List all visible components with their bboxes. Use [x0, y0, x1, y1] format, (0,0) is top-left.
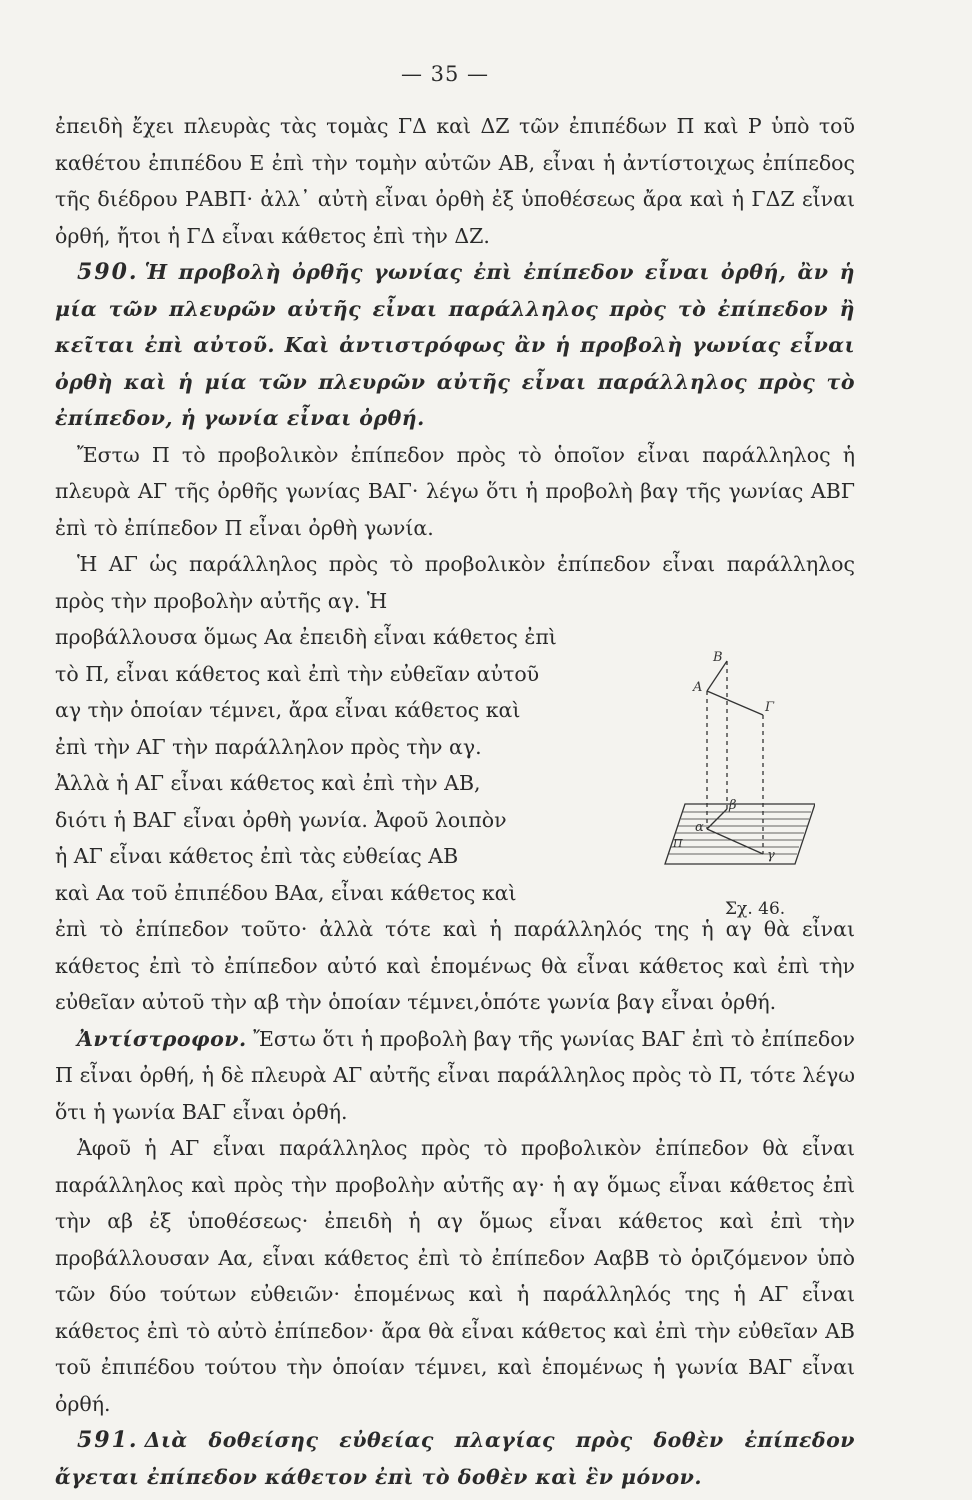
label-b: β: [729, 798, 737, 813]
theorem-591: [55, 1422, 855, 1495]
wrap-line: προβάλλουσα ὅμως Αα ἐπειδὴ εἶναι κάθετος ἐπὶ: [55, 625, 557, 649]
converse-paragraph: [55, 1021, 855, 1131]
label-P: Π: [673, 837, 683, 850]
page-number: — 35 —: [400, 62, 490, 86]
paragraph-4: Ἀφοῦ ἡ ΑΓ εἶναι παράλληλος πρὸς τὸ προβολικὸν ἐπίπεδον θὰ εἶναι παράλληλος καὶ πρὸς τὴν προβολὴν αὐτῆς αγ· ἡ αγ ὅμως εἶναι κάθετος ἐπὶ τὴν αβ ἐξ ὑποθέσεως· ἐπειδὴ ἡ αγ ὅμως εἶναι κάθετος καὶ ἐπὶ τὴν προβάλλουσαν Αα, εἶναι κάθετος ἐπὶ τὸ ἐπίπεδον ΑαβΒ τὸ ὁριζόμενον ὑπὸ τῶν δύο τούτων εὐθειῶν· ἑπομένως καὶ ἡ παράλληλός της ἡ ΑΓ εἶναι κάθετος ἐπὶ τὸ αὐτὸ ἐπίπεδον· ἄρα θὰ εἶναι κάθετος καὶ ἐπὶ τὴν εὐθεῖαν ΑΒ τοῦ ἐπιπέδου τούτου τὴν ὁποίαν τέμνει, καὶ ἑπομένως ἡ γωνία ΒΑΓ εἶναι ὀρθή.: [55, 1136, 855, 1416]
wrap-line: διότι ἡ ΒΑΓ εἶναι ὀρθὴ γωνία. Ἀφοῦ λοιπὸν: [55, 807, 507, 832]
paragraph-2: Ἔστω Π τὸ προβολικὸν ἐπίπεδον πρὸς τὸ ὁποῖον εἶναι παράλληλος ἡ πλευρὰ ΑΓ τῆς ὀρθῆς γωνίας ΒΑΓ· λέγω ὅτι ἡ προβολὴ βαγ τῆς γωνίας ΑΒΓ ἐπὶ τὸ ἐπίπεδον Π εἶναι ὀρθὴ γωνία.: [55, 442, 855, 540]
theorem-590: [55, 254, 855, 437]
wrapped-text: [55, 619, 585, 911]
geometry-diagram: [625, 649, 815, 889]
paragraph-1: ἐπειδὴ ἔχει πλευρὰς τὰς τομὰς ΓΔ καὶ ΔΖ τῶν ἐπιπέδων Π καὶ Ρ ὑπὸ τοῦ καθέτου ἐπιπέδου Ε ἐπὶ τὴν τομὴν αὐτῶν ΑΒ, εἶναι ἡ ἀντίστοιχως ἐπίπεδος τῆς διέδρου ΡΑΒΠ· ἀλλ᾽ αὐτὴ εἶναι ὀρθὴ ἐξ ὑποθέσεως ἄρα καὶ ἡ ΓΔΖ εἶναι ὀρθή, ἤτοι ἡ ΓΔ εἶναι κάθετος ἐπὶ τὴν ΔΖ.: [55, 114, 855, 248]
theorem-number: 590.: [77, 259, 139, 285]
wrap-line: ἐπὶ τὴν ΑΓ τὴν παράλληλον πρὸς τὴν αγ.: [55, 734, 482, 759]
plane-pi: [665, 804, 815, 864]
theorem-statement: Ἡ προβολὴ ὀρθῆς γωνίας ἐπὶ ἐπίπεδον εἶναι ὀρθή, ἂν ἡ μία τῶν πλευρῶν αὐτῆς εἶναι παράλληλος πρὸς τὸ ἐπίπεδον ἢ κεῖται ἐπὶ αὐτοῦ. Καὶ ἀντιστρόφως ἂν ἡ προβολὴ γωνίας εἶναι ὀρθὴ καὶ ἡ μία τῶν πλευρῶν αὐτῆς εἶναι παράλληλος πρὸς τὸ ἐπίπεδον, ἡ γωνία εἶναι ὀρθή.: [55, 260, 855, 430]
wrap-line: καὶ Αα τοῦ ἐπιπέδου ΒΑα, εἶναι κάθετος καὶ: [55, 880, 517, 905]
label-G: Γ: [765, 700, 775, 715]
page-body: [55, 108, 855, 1495]
label-B: Β: [713, 650, 723, 665]
figure-46: [585, 619, 855, 919]
converse-label: Ἀντίστροφον.: [77, 1026, 247, 1051]
figure-wrap-block: [55, 619, 855, 919]
label-A: Α: [693, 680, 703, 695]
theorem-number: 591.: [77, 1427, 139, 1453]
converse-text: Ἔστω ὅτι ἡ προβολὴ βαγ τῆς γωνίας ΒΑΓ ἐπὶ τὸ ἐπίπεδον Π εἶναι ὀρθή, ἡ δὲ πλευρὰ ΑΓ αὐτῆς εἶναι παράλληλος πρὸς τὸ Π, τότε λέγω ὅτι ἡ γωνία ΒΑΓ εἶναι ὀρθή.: [55, 1026, 855, 1124]
paragraph-3-rest: ἐπὶ τὸ ἐπίπεδον τοῦτο· ἀλλὰ τότε καὶ ἡ παράλληλός της ἡ αγ θὰ εἶναι κάθετος ἐπὶ τὸ ἐπίπεδον αὐτό καὶ ἑπομένως θὰ εἶναι κάθετος καὶ ἐπὶ τὴν εὐθεῖαν αὐτοῦ τὴν αβ τὴν ὁποίαν τέμνει,ὁπότε γωνία βαγ εἶναι ὀρθή.: [55, 917, 855, 1014]
figure-caption: Σχ. 46.: [725, 899, 786, 919]
wrap-line: τὸ Π, εἶναι κάθετος καὶ ἐπὶ τὴν εὐθεῖαν αὐτοῦ: [55, 661, 540, 686]
line-AG: [707, 691, 763, 715]
wrap-line: αγ τὴν ὁποίαν τέμνει, ἄρα εἶναι κάθετος καὶ: [55, 698, 521, 722]
label-a: α: [695, 820, 704, 835]
paragraph-3-intro: Ἡ ΑΓ ὡς παράλληλος πρὸς τὸ προβολικὸν ἐπίπεδον εἶναι παράλληλος πρὸς τὴν προβολὴν αὐτῆς αγ. Ἡ: [55, 552, 855, 613]
wrap-line: ἡ ΑΓ εἶναι κάθετος ἐπὶ τὰς εὐθείας ΑΒ: [55, 844, 459, 868]
line-AB: [707, 661, 727, 691]
theorem-statement: Διὰ δοθείσης εὐθείας πλαγίας πρὸς δοθὲν ἐπίπεδον ἄγεται ἐπίπεδον κάθετον ἐπὶ τὸ δοθὲν καὶ ἓν μόνον.: [55, 1428, 855, 1489]
label-g: γ: [767, 848, 775, 863]
wrap-line: Ἀλλὰ ἡ ΑΓ εἶναι κάθετος καὶ ἐπὶ τὴν ΑΒ,: [55, 771, 481, 795]
